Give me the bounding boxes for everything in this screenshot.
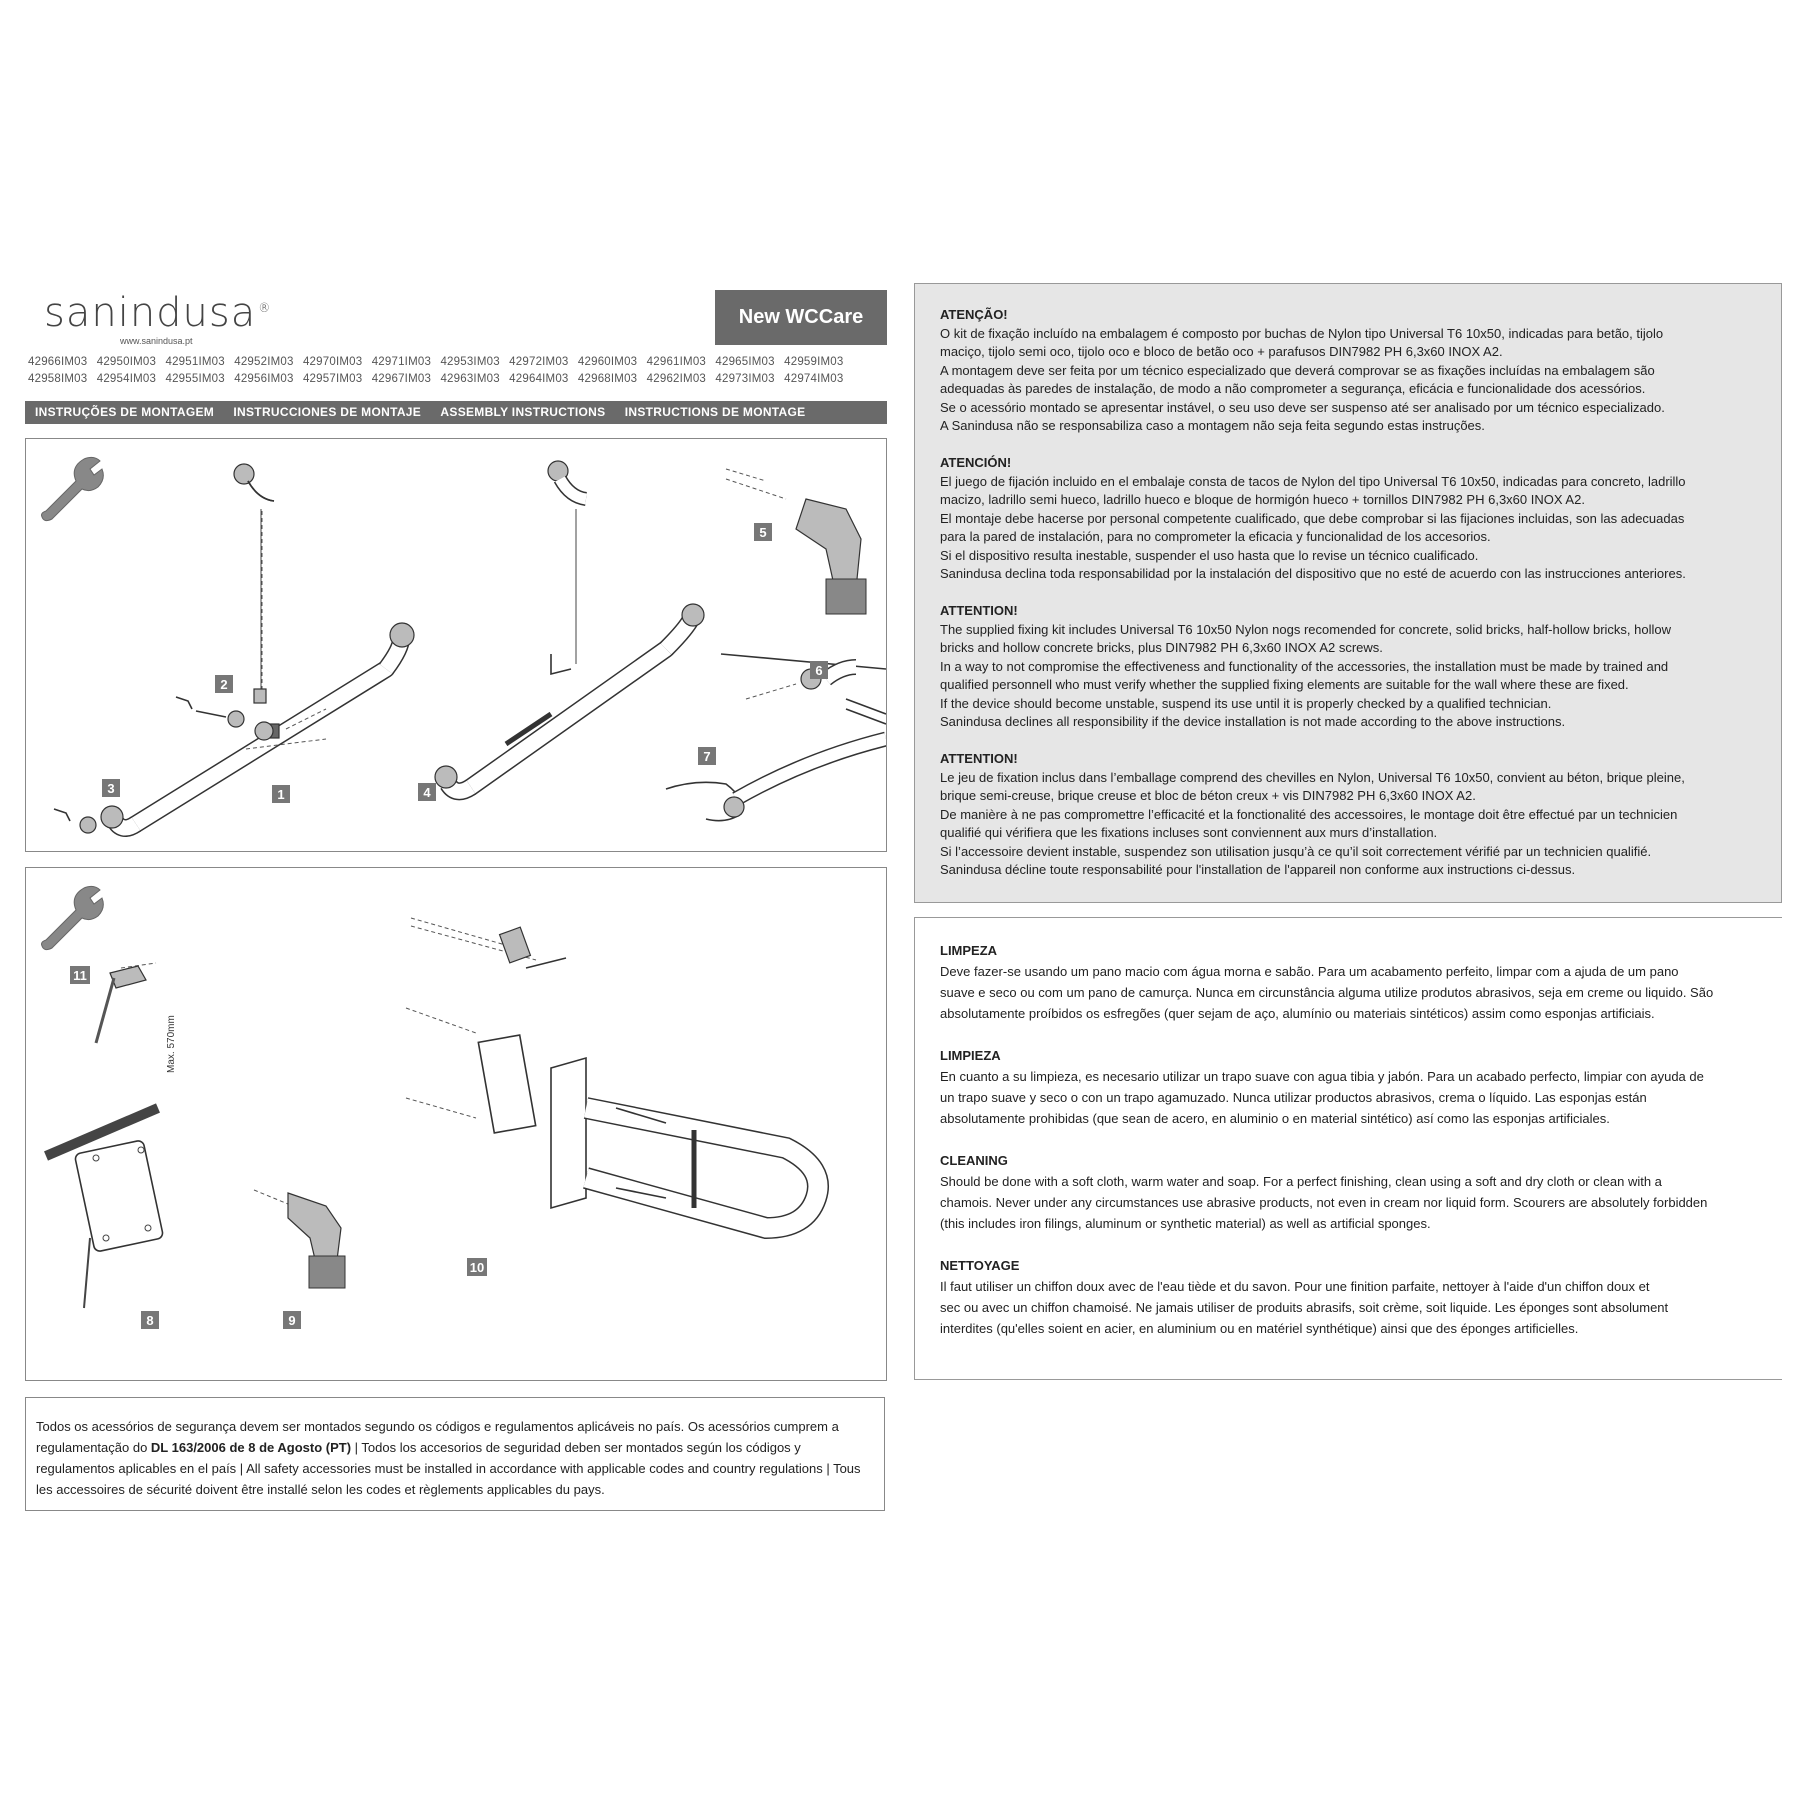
bar-assembly-2: [435, 461, 704, 791]
regulations-note: [25, 1397, 885, 1511]
cleaning-line: sec ou avec un chiffon chamoisé. Ne jamais utiliser de produits abrasifs, soit crème, soit liquide. Les éponges sont absolument: [940, 1300, 1669, 1315]
warning-title: ATTENTION!: [940, 603, 1018, 618]
cleaning-line: En cuanto a su limpieza, es necesario utilizar un trapo suave con agua tibia y jabón. Para un acabado perfecto, limpiar con ayuda de: [940, 1069, 1704, 1084]
registered-icon: ®: [258, 300, 272, 315]
regulations-text-b: | Todos los accesorios de seguridad deben ser montados según los códigos y regulamentos aplicables en el país | All safety accessories must be installed in accordance with applicable codes and country regulations | Tous les accessoires de sécurité doivent être installé selon les codes et règlements applicables du pays.: [36, 1440, 861, 1497]
warning-es: [940, 454, 1757, 584]
cleaning-line: Deve fazer-se usando um pano macio com água morna e sabão. Para um acabamento perfeito, limpar com a ajuda de um pano: [940, 964, 1679, 979]
step-label-9: 9: [288, 1313, 296, 1328]
warning-line: maciço, tijolo semi oco, tijolo oco e bloco de betão oco + parafusos DIN7982 PH 6,3x60 INOX A2.: [940, 344, 1503, 359]
brand-logo: [44, 290, 271, 336]
warning-line: brique semi-creuse, brique creuse et bloc de béton creux + vis DIN7982 PH 6,3x60 INOX A2.: [940, 788, 1476, 803]
cleaning-line: (this includes iron filings, aluminum or synthetic material) as well as artificial sponges.: [940, 1216, 1431, 1231]
vertical-bar-assembly: [234, 464, 274, 703]
cleaning-title: NETTOYAGE: [940, 1258, 1020, 1273]
step-label-4: 4: [423, 785, 431, 800]
warning-title: ATENCIÓN!: [940, 455, 1012, 470]
screws-group-right: [721, 654, 886, 724]
warning-line: El juego de fijación incluido en el embalaje consta de tacos de Nylon del tipo Universal T6 10x50, indicadas para concreto, ladrillo: [940, 473, 1686, 489]
hinged-support-bar: [406, 918, 818, 1228]
warning-pt: [940, 306, 1757, 436]
warning-line: Le jeu de fixation inclus dans l’emballage comprend des chevilles en Nylon, Universal T6 10x50, convient au béton, brique pleine,: [940, 769, 1685, 785]
website: www.sanindusa.pt: [120, 336, 193, 346]
warning-line: adequadas às paredes de instalação, de modo a não comprometer a segurança, eficácia e funcionalidade dos acessórios.: [940, 381, 1646, 396]
cleaning-line: Il faut utiliser un chiffon doux avec de l'eau tiède et du savon. Pour une finition parfaite, nettoyer à l'aide d'un chiffon doux et: [940, 1279, 1650, 1294]
warning-line: macizo, ladrillo semi hueco, ladrillo hueco e bloque de hormigón hueco + tornillos DIN7982 PH 6,3x60 INOX A2.: [940, 492, 1585, 507]
warning-line: qualifié qui vérifiera que les fixations incluses sont conviennent aux murs d’installation.: [940, 825, 1438, 840]
cleaning-title: CLEANING: [940, 1153, 1008, 1168]
cleaning-fr: [940, 1255, 1758, 1339]
cleaning-title: LIMPIEZA: [940, 1048, 1001, 1063]
cleaning-es: [940, 1045, 1758, 1129]
warning-line: Si el dispositivo resulta inestable, suspender el uso hasta que lo revise un técnico cualificado.: [940, 547, 1479, 563]
warning-line: O kit de fixação incluído na embalagem é composto por buchas de Nylon tipo Universal T6 10x50, indicadas para betão, tijolo: [940, 325, 1664, 341]
warning-fr: [940, 750, 1757, 880]
cleaning-line: suave e seco ou com um pano de camurça. Nunca em circunstância alguma utilize produtos abrasivos, seja em creme ou liquido. São: [940, 985, 1714, 1000]
step-label-3: 3: [107, 781, 115, 796]
warning-en: [940, 602, 1757, 732]
assembly-diagram-bottom: [25, 867, 887, 1381]
warning-line: The supplied fixing kit includes Universal T6 10x50 Nylon nogs recomended for concrete, solid bricks, half-hollow bricks, hollow: [940, 621, 1672, 637]
product-title: New WCCare: [715, 290, 887, 345]
diagonal-bar: [101, 623, 414, 828]
step-label-7: 7: [703, 749, 711, 764]
cleaning-pt: [940, 940, 1758, 1024]
cleaning-line: absolutamente proíbidos os esfregões (quer sejam de aço, alumínio ou materiais sintéticos) assim como esponjas artificiais.: [940, 1006, 1655, 1021]
step-label-1: 1: [277, 787, 285, 802]
warning-line: De manière à ne pas compromettre l’efficacité et la fonctionalité des accessoires, le montage doit être effectué par un technicien: [940, 806, 1678, 822]
step-label-10: 10: [469, 1260, 485, 1275]
warning-line: para la pared de instalación, para no comprometer la eficacia y funcionalidad de los accesorios.: [940, 529, 1491, 544]
regulations-decree: DL 163/2006 de 8 de Agosto (PT): [150, 1440, 352, 1455]
title-pt: INSTRUÇÕES DE MONTAGEM: [35, 405, 215, 419]
pencil-mark-icon: [96, 963, 156, 1043]
step-badges-bottom: [70, 966, 487, 1329]
cleaning-line: chamois. Never under any circumstances use abrasive products, not even in cream nor liquid form. Scourers are absolutely forbidden: [940, 1195, 1708, 1210]
warning-line: Se o acessório montado se apresentar instável, o seu uso deve ser suspenso até ser analisado por um técnico especializado.: [940, 399, 1665, 415]
cleaning-line: Should be done with a soft cloth, warm water and soap. For a perfect finishing, clean using a soft and dry cloth or clean with a: [940, 1174, 1662, 1189]
step-label-6: 6: [815, 663, 823, 678]
warning-line: El montaje debe hacerse por personal competente cualificado, que debe comprobar si las fijaciones incluidas, son las adecuadas: [940, 510, 1685, 526]
warning-line: A Sanindusa não se responsabiliza caso a montagem não seja feita segundo estas instruções.: [940, 418, 1485, 433]
warning-line: In a way to not compromise the effectiveness and functionality of the accessories, the installation must be made by trained and: [940, 658, 1669, 674]
cleaning-box: [914, 917, 1782, 1380]
wrench-icon: [42, 457, 104, 520]
title-fr: INSTRUCTIONS DE MONTAGE: [624, 405, 806, 419]
cleaning-line: absolutamente prohibidas (que sean de acero, en aluminio o en material sintético) así como las esponjas artificiales.: [940, 1111, 1610, 1126]
template-plate: [46, 1108, 164, 1308]
warning-line: bricks and hollow concrete bricks, plus DIN7982 PH 6,3x60 INOX A2 screws.: [940, 640, 1383, 655]
instructions-title-bar: [25, 401, 887, 424]
drill-icon-top: [726, 469, 866, 614]
max-height-label: Max. 570mm: [166, 1015, 177, 1073]
warning-line: Sanindusa declina toda responsabilidad por la instalación del dispositivo que no esté de acuerdo con las instrucciones anteriores.: [940, 566, 1686, 581]
warning-title: ATENÇÃO!: [940, 307, 1008, 322]
wrench-icon: [42, 886, 104, 949]
step-label-2: 2: [220, 677, 228, 692]
product-codes-row-2: 42958IM03 42954IM03 42955IM03 42956IM03 42957IM03 42967IM03 42963IM03 42964IM03 42968IM03 42962IM03 42973IM03 42974IM03: [28, 373, 844, 385]
warning-line: Si l’accessoire devient instable, suspendez son utilisation jusqu’à ce qu’il soit correctement vérifié par un technicien qualifié.: [940, 843, 1652, 859]
step-badges-top: [102, 523, 828, 803]
warnings-box: [914, 283, 1782, 903]
warning-line: Sanindusa décline toute responsabilité pour l'installation de l'appareil non conforme aux instructions ci-dessus.: [940, 862, 1576, 877]
drill-icon-bottom: [254, 1190, 345, 1288]
brand-name: sanindusa: [44, 290, 257, 336]
step-label-8: 8: [146, 1313, 154, 1328]
step-label-11: 11: [73, 968, 87, 983]
warning-line: A montagem deve ser feita por um técnico especializado que deverá comprovar se as fixações incluídas na embalagem são: [940, 362, 1655, 378]
warning-line: If the device should become unstable, suspend its use until it is properly checked by a qualified technician.: [940, 695, 1552, 711]
cleaning-en: [940, 1150, 1758, 1234]
warning-line: Sanindusa declines all responsibility if the device installation is not made according to the above instructions.: [940, 714, 1566, 729]
warning-line: qualified personnell who must verify whether the supplied fixing elements are suitable for the wall where these are fixed.: [940, 677, 1629, 692]
title-es: INSTRUCCIONES DE MONTAJE: [233, 405, 422, 419]
product-codes-row-1: 42966IM03 42950IM03 42951IM03 42952IM03 42970IM03 42971IM03 42953IM03 42972IM03 42960IM03 42961IM03 42965IM03 42959IM03: [28, 356, 844, 368]
cleaning-line: un trapo suave y seco o con un trapo agamuzado. Nunca utilizar productos abrasivos, crema o líquido. Las esponjas están: [940, 1090, 1647, 1105]
cleaning-title: LIMPEZA: [940, 943, 998, 958]
step-label-5: 5: [759, 525, 767, 540]
title-en: ASSEMBLY INSTRUCTIONS: [440, 405, 606, 419]
assembly-diagram-top: [25, 438, 887, 852]
regulations-text-a: Todos os acessórios de segurança devem ser montados segundo os códigos e regulamentos aplicáveis no país. Os acessórios cumprem a regulamentação do: [36, 1419, 839, 1455]
cleaning-line: interdites (qu'elles soient en acier, en aluminium ou en matériel synthétique) ainsi que des éponges artificielles.: [940, 1321, 1579, 1336]
warning-title: ATTENTION!: [940, 751, 1018, 766]
